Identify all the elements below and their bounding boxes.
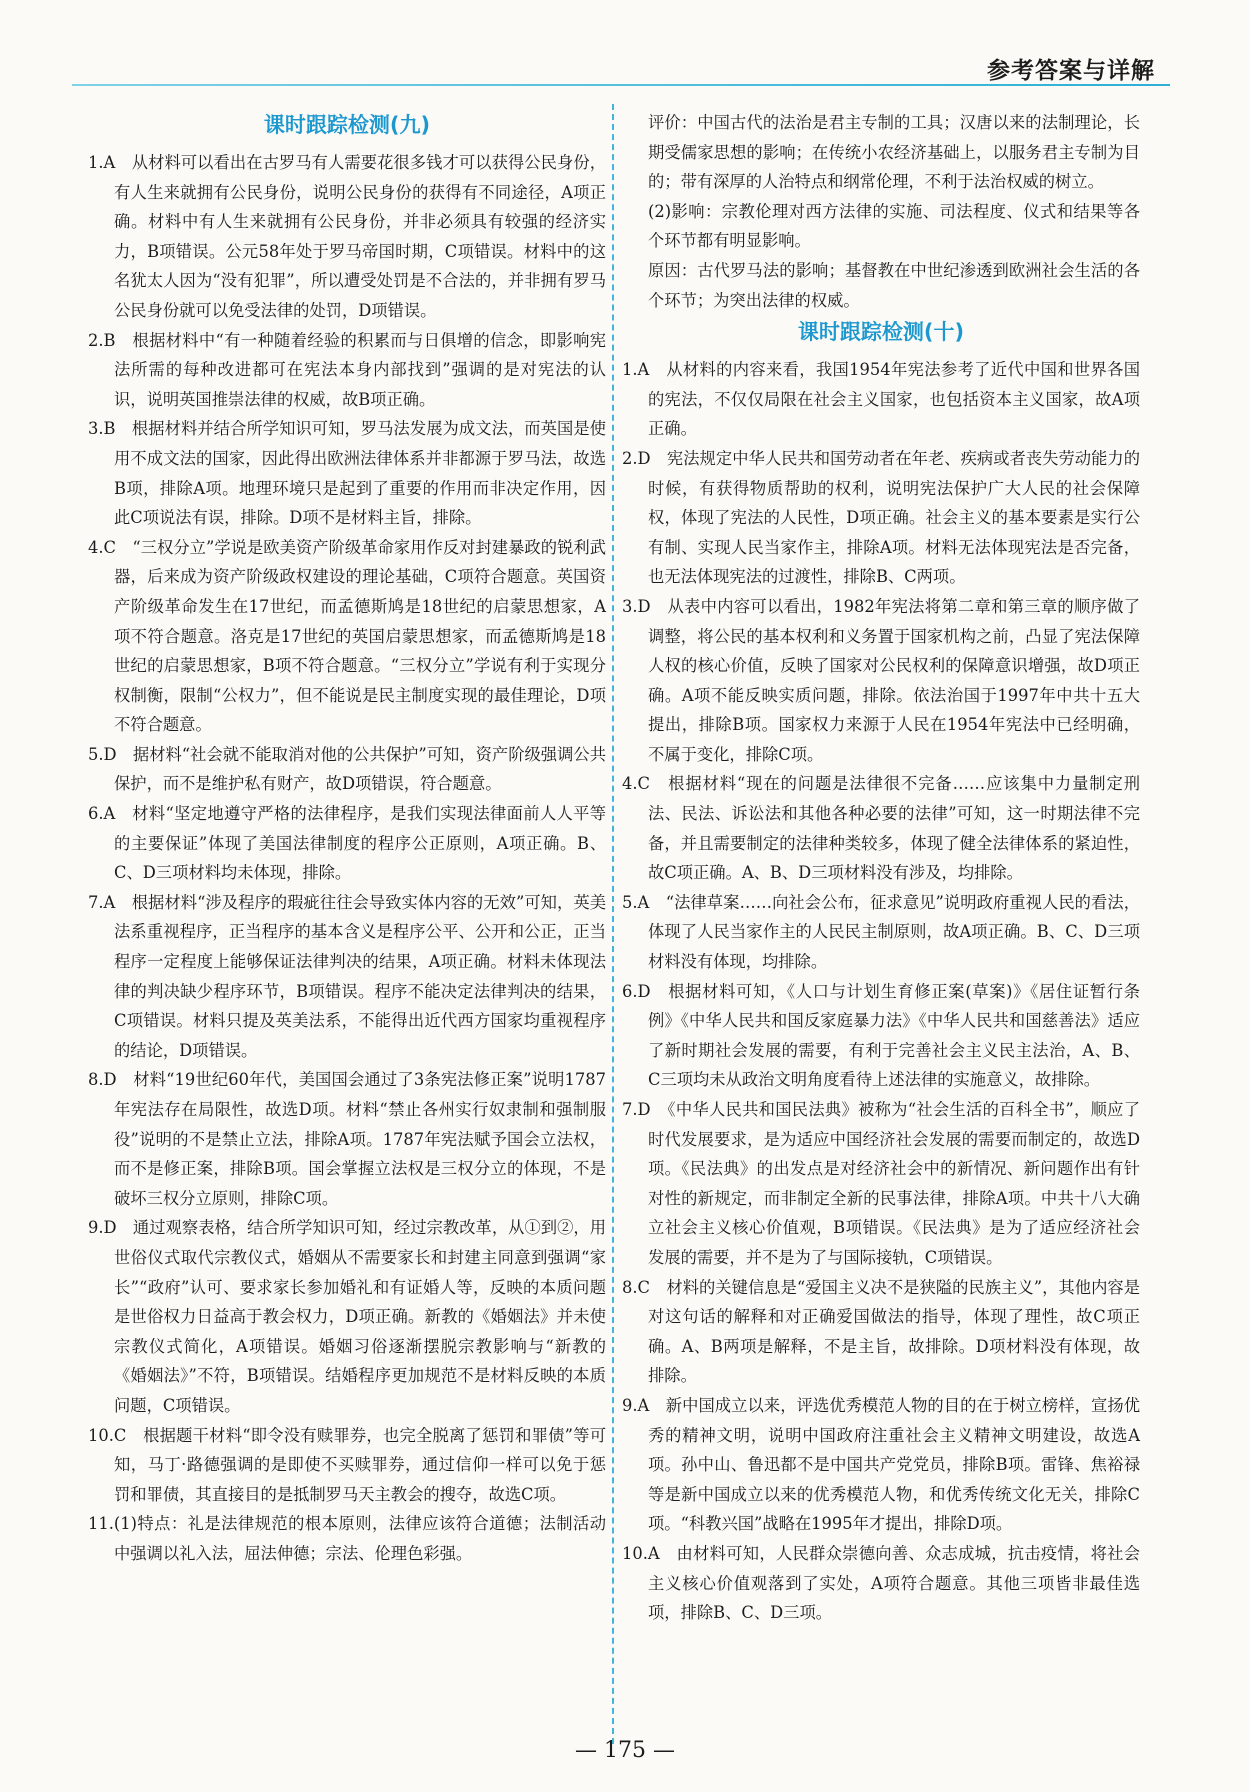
column-divider — [612, 104, 614, 1744]
answer-item: 4.C 根据材料“现在的问题是法律很不完备……应该集中力量制定刑法、民法、诉讼法和其他各种必要的法律”可知，这一时期法律不完备，并且需要制定的法律种类较多，体现了健全法律体系的紧迫性，故C项正确。A、B、D三项材料没有涉及，均排除。 — [622, 774, 1140, 883]
answer-item: 6.D 根据材料可知，《人口与计划生育修正案(草案)》《居住证暂行条例》《中华人民共和国反家庭暴力法》《中华人民共和国慈善法》适应了新时期社会发展的需要，有利于完善社会主义民主法治，A、B、C三项均未从政治文明角度看待上述法律的实施意义，故排除。 — [622, 981, 1140, 1090]
answer-item: 6.A 材料“坚定地遵守严格的法律程序，是我们实现法律面前人人平等的主要保证”体现了美国法律制度的程序公正原则，A项正确。B、C、D三项材料均未体现，排除。 — [88, 804, 606, 883]
answer-item: 5.A “法律草案……向社会公布，征求意见”说明政府重视人民的看法，体现了人民当家作主的人民民主制原则，故A项正确。B、C、D三项材料没有体现，均排除。 — [622, 892, 1140, 972]
page-number: — 175 — — [575, 1738, 675, 1763]
continuation-text: (2)影响：宗教伦理对西方法律的实施、司法程度、仪式和结果等各个环节都有明显影响。 — [648, 201, 1140, 251]
answer-item: 3.B 根据材料并结合所学知识可知，罗马法发展为成文法，而英国是使用不成文法的国家，因此得出欧洲法律体系并非都源于罗马法，故选B项，排除A项。地理环境只是起到了重要的作用而非决定作用，因此C项说法有误，排除。D项不是材料主旨，排除。 — [88, 419, 606, 528]
answer-item: 1.A 从材料可以看出在古罗马有人需要花很多钱才可以获得公民身份，有人生来就拥有公民身份，说明公民身份的获得有不同途径，A项正确。材料中有人生来就拥有公民身份，并非必须具有较强的经济实力，B项错误。公元58年处于罗马帝国时期，C项错误。材料中的这名犹太人因为“没有犯罪”，所以遭受处罚是不合法的，并非拥有罗马公民身份就可以免受法律的处罚，D项错误。 — [88, 153, 606, 320]
answer-item: 11.(1)特点：礼是法律规范的根本原则，法律应该符合道德；法制活动中强调以礼入法，屈法伸德；宗法、伦理色彩强。 — [88, 1514, 606, 1563]
section-title-10: 课时跟踪检测(十) — [797, 320, 965, 345]
answer-item: 9.D 通过观察表格，结合所学知识可知，经过宗教改革，从①到②，用世俗仪式取代宗教仪式，婚姻从不需要家长和封建主同意到强调“家长”“政府”认可、要求家长参加婚礼和有证婚人等，反映的本质问题是世俗权力日益高于教会权力，D项正确。新教的《婚姻法》并未使宗教仪式简化，A项错误。婚姻习俗逐渐摆脱宗教影响与“新教的《婚姻法》”不符，B项错误。结婚程序更加规范不是材料反映的本质问题，C项错误。 — [88, 1218, 606, 1415]
answer-item: 3.D 从表中内容可以看出，1982年宪法将第二章和第三章的顺序做了调整，将公民的基本权利和义务置于国家机构之前，凸显了宪法保障人权的核心价值，反映了国家对公民权利的保障意识增强，故D项正确。A项不能反映实质问题，排除。依法治国于1997年中共十五大提出，排除B项。国家权力来源于人民在1954年宪法中已经明确，不属于变化，排除C项。 — [622, 596, 1140, 764]
answer-item: 10.C 根据题干材料“即令没有赎罪券，也完全脱离了惩罚和罪债”等可知，马丁·路德强调的是即使不买赎罪券，通过信仰一样可以免于惩罚和罪债，其直接目的是抵制罗马天主教会的搜夺，故选C项。 — [88, 1425, 606, 1504]
header-rule — [72, 84, 1170, 86]
answer-item: 8.C 材料的关键信息是“爱国主义决不是狭隘的民族主义”，其他内容是对这句话的解释和对正确爱国做法的指导，体现了理性，故C项正确。A、B两项是解释，不是主旨，故排除。D项材料没有体现，故排除。 — [622, 1277, 1140, 1386]
section-title-9: 课时跟踪检测(九) — [263, 113, 431, 137]
answer-item: 4.C “三权分立”学说是欧美资产阶级革命家用作反对封建暴政的锐利武器，后来成为资产阶级政权建设的理论基础，C项符合题意。英国资产阶级革命发生在17世纪，而孟德斯鸠是18世纪的启蒙思想家，A项不符合题意。洛克是17世纪的英国启蒙思想家，而孟德斯鸠是18世纪的启蒙思想家，B项不符合题意。“三权分立”学说有利于实现分权制衡，限制“公权力”，但不能说是民主制度实现的最佳理论，D项不符合题意。 — [88, 537, 606, 735]
continuation-text: 评价：中国古代的法治是君主专制的工具；汉唐以来的法制理论，长期受儒家思想的影响；在传统小农经济基础上，以服务君主专制为目的；带有深厚的人治特点和纲常伦理，不利于法治权威的树立。 — [648, 113, 1140, 192]
answer-item: 7.A 根据材料“涉及程序的瑕疵往往会导致实体内容的无效”可知，英美法系重视程序，正当程序的基本含义是程序公平、公开和公正，正当程序一定程度上能够保证法律判决的结果，A项正确。材料未体现法律的判决缺少程序环节，B项错误。程序不能决定法律判决的结果，C项错误。材料只提及英美法系，不能得出近代西方国家均重视程序的结论，D项错误。 — [88, 892, 606, 1060]
answer-item: 1.A 从材料的内容来看，我国1954年宪法参考了近代中国和世界各国的宪法，不仅仅局限在社会主义国家，也包括资本主义国家，故A项正确。 — [622, 360, 1140, 439]
continuation-text: 原因：古代罗马法的影响；基督教在中世纪渗透到欧洲社会生活的各个环节；为突出法律的权威。 — [648, 260, 1140, 310]
left-column — [88, 108, 606, 1569]
answer-item: 8.D 材料“19世纪60年代，美国国会通过了3条宪法修正案”说明1787年宪法存在局限性，故选D项。材料“禁止各州实行奴隶制和强制服役”说明的不是禁止立法，排除A项。1787年宪法赋予国会立法权，而不是修正案，排除B项。国会掌握立法权是三权分立的体现，不是破坏三权分立原则，排除C项。 — [88, 1070, 606, 1208]
answer-item: 7.D 《中华人民共和国民法典》被称为“社会生活的百科全书”，顺应了时代发展要求，是为适应中国经济社会发展的需要而制定的，故选D项。《民法典》的出发点是对经济社会中的新情况、新问题作出有针对性的新规定，而非制定全新的民事法律，排除A项。中共十八大确立社会主义核心价值观，B项错误。《民法典》是为了适应经济社会发展的需要，并不是为了与国际接轨，C项错误。 — [622, 1100, 1140, 1267]
right-column — [622, 108, 1140, 1628]
answer-item: 9.A 新中国成立以来，评选优秀模范人物的目的在于树立榜样，宣扬优秀的精神文明，说明中国政府注重社会主义精神文明建设，故选A项。孙中山、鲁迅都不是中国共产党党员，排除B项。雷锋、焦裕禄等是新中国成立以来的优秀模范人物，和优秀传统文化无关，排除C项。“科教兴国”战略在1995年才提出，排除D项。 — [622, 1395, 1140, 1534]
answer-item: 10.A 由材料可知，人民群众崇德向善、众志成城，抗击疫情，将社会主义核心价值观落到了实处，A项符合题意。其他三项皆非最佳选项，排除B、C、D三项。 — [622, 1543, 1140, 1623]
answer-item: 2.D 宪法规定中华人民共和国劳动者在年老、疾病或者丧失劳动能力的时候，有获得物质帮助的权利，说明宪法保护广大人民的社会保障权，体现了宪法的人民性，D项正确。社会主义的基本要素是实行公有制、实现人民当家作主，排除A项。材料无法体现宪法是否完备，也无法体现宪法的过渡性，排除B、C两项。 — [622, 448, 1140, 587]
answer-item: 2.B 根据材料中“有一种随着经验的积累而与日俱增的信念，即影响宪法所需的每种改进都可在宪法本身内部找到”强调的是对宪法的认识，说明英国推崇法律的权威，故B项正确。 — [88, 330, 606, 409]
page-header-title: 参考答案与详解 — [987, 58, 1155, 84]
answer-item: 5.D 据材料“社会就不能取消对他的公共保护”可知，资产阶级强调公共保护，而不是维护私有财产，故D项错误，符合题意。 — [88, 744, 606, 794]
